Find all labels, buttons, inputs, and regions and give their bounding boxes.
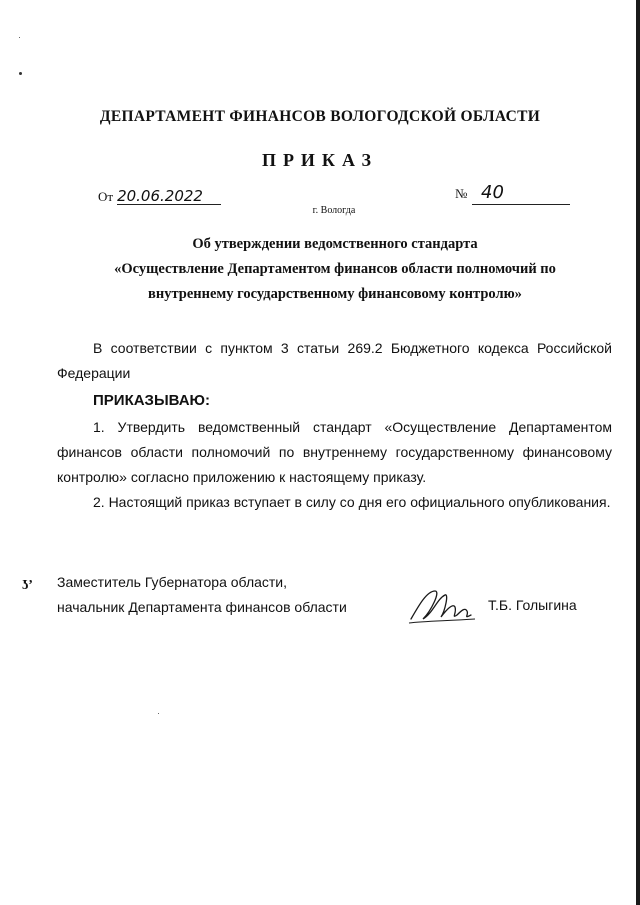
handwritten-signature xyxy=(405,585,477,627)
city-label: г. Вологда xyxy=(312,205,356,216)
document-type-title: ПРИКАЗ xyxy=(261,150,379,170)
command-heading: ПРИКАЗЫВАЮ: xyxy=(93,392,211,409)
signatory-name: Т.Б. Голыгина xyxy=(488,597,577,613)
date-handwritten: 20.06.2022 xyxy=(117,187,203,205)
preamble-paragraph: В соответствии с пунктом 3 статьи 269.2 Бюджетного кодекса Российской Федерации xyxy=(57,340,612,381)
order-subject xyxy=(60,232,610,307)
subject-line: Об утверждении ведомственного стандарта xyxy=(192,236,478,252)
department-title: ДЕПАРТАМЕНТ ФИНАНСОВ ВОЛОГОДСКОЙ ОБЛАСТИ xyxy=(99,108,541,125)
margin-mark: ʖ’ xyxy=(22,578,33,593)
subject-line: «Осуществление Департаментом финансов области полномочий по xyxy=(114,261,556,277)
number-prefix: № xyxy=(455,186,468,201)
scan-page-edge xyxy=(636,0,640,905)
scan-speck xyxy=(19,72,22,75)
scan-speck xyxy=(158,713,159,714)
scan-speck xyxy=(19,37,20,38)
position-line: Заместитель Губернатора области, xyxy=(57,574,288,590)
signatory-position xyxy=(57,570,347,620)
subject-line: внутреннему государственному финансовому контролю» xyxy=(148,286,522,302)
position-line: начальник Департамента финансов области xyxy=(57,599,347,615)
date-prefix: От xyxy=(98,189,114,204)
number-handwritten: 40 xyxy=(481,182,504,203)
order-number xyxy=(455,182,575,203)
order-date xyxy=(98,187,228,205)
order-item-1: 1. Утвердить ведомственный стандарт «Осуществление Департаментом финансов области полномочий по внутреннему государственному финансовому контролю» согласно приложению к настоящему приказу. xyxy=(57,419,612,485)
order-item-2: 2. Настоящий приказ вступает в силу со дня его официального опубликования. xyxy=(93,494,611,510)
